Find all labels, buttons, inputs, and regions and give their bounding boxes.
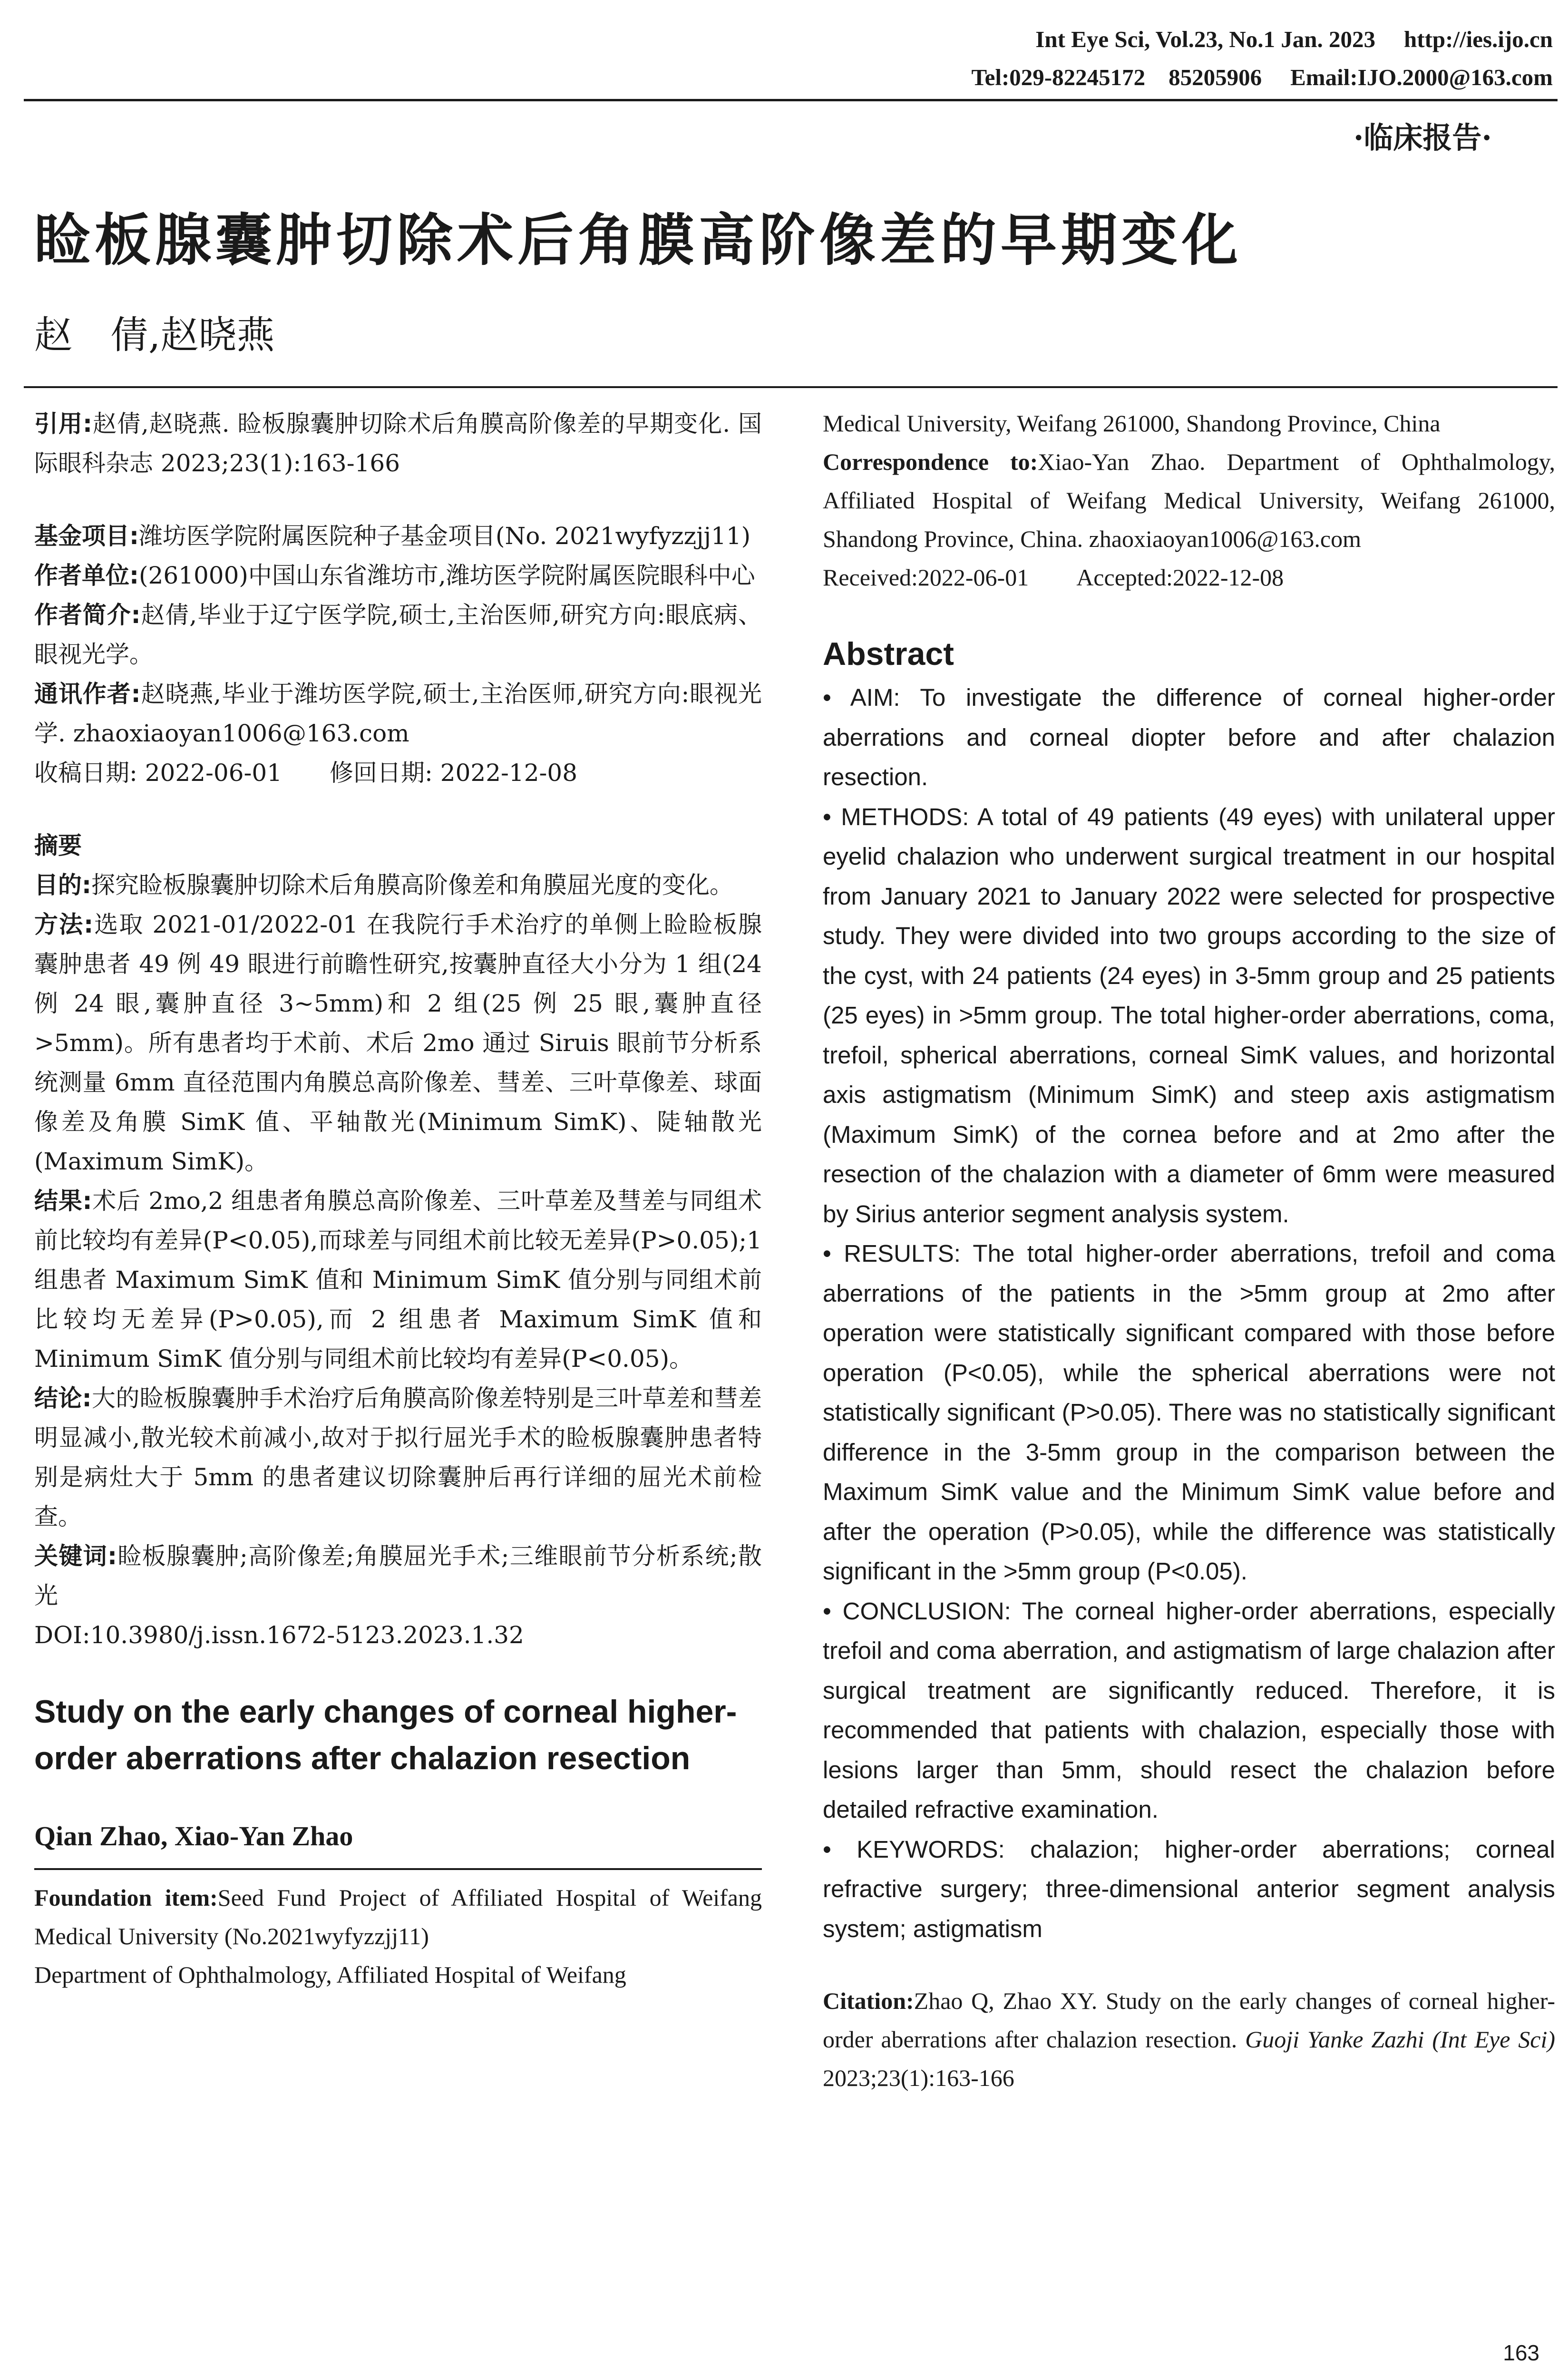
- abstract-results: • RESULTS: The total higher-order aberrations, trefoil and coma aberrations of the patients in the >5mm group at 2mo after operation were statistically significant compared with those before operation (P<0.05), while the spherical aberrations were not statistically significant (P>0.05). There was no statistically significant difference in the 3-5mm group in the comparison between the Maximum SimK value and the Minimum SimK value before and after the operation (P>0.05), while the difference was statistically significant in the >5mm group (P<0.05).: [823, 1240, 1555, 1585]
- citation-cn-label: 引用:: [34, 410, 92, 438]
- journal-email: Email:IJO.2000@163.com: [1290, 64, 1553, 90]
- title-rule: [24, 386, 1558, 388]
- section-tag: ·临床报告·: [1353, 120, 1492, 155]
- unit-cn-label: 作者单位:: [34, 562, 139, 589]
- fund-cn-label: 基金项目:: [34, 522, 139, 550]
- methods-cn-text: 选取 2021-01/2022-01 在我院行手术治疗的单侧上睑睑板腺囊肿患者 49 例 49 眼进行前瞻性研究,按囊肿直径大小分为 1 组(24 例 24 眼,囊肿直径 3~5mm)和 2 组(25 例 25 眼,囊肿直径>5mm)。所有患者均于术前、术后 2mo 通过 Siruis 眼前节分析系统测量 6mm 直径范围内角膜总高阶像差、彗差、三叶草像差、球面像差及角膜 SimK 值、平轴散光(Minimum SimK)、陡轴散光(Maximum SimK)。: [34, 911, 762, 1175]
- aim-cn-label: 目的:: [34, 871, 91, 899]
- doi: DOI:10.3980/j.issn.1672-5123.2023.1.32: [34, 1621, 524, 1649]
- methods-cn-label: 方法:: [34, 911, 94, 938]
- header-rule: [24, 99, 1558, 101]
- abstract-head-cn: 摘要: [34, 832, 82, 859]
- bio-cn-label: 作者简介:: [34, 601, 141, 629]
- results-cn-text: 术后 2mo,2 组患者角膜总高阶像差、三叶草差及彗差与同组术前比较均有差异(P<0.05),而球差与同组术前比较无差异(P>0.05);1 组患者 Maximum SimK 值和 Minimum SimK 值分别与同组术前比较均无差异(P>0.05),而 2 组患者 Maximum SimK 值和 Minimum SimK 值分别与同组术前比较均有差异(P<0.05)。: [34, 1187, 762, 1373]
- journal-citation: Int Eye Sci, Vol.23, No.1 Jan. 2023: [1035, 26, 1375, 52]
- abstract-heading: Abstract: [823, 636, 954, 672]
- authors-en: Qian Zhao, Xiao-Yan Zhao: [34, 1821, 353, 1851]
- results-cn-label: 结果:: [34, 1187, 92, 1215]
- correspondence-en-label: Correspondence to:: [823, 448, 1038, 475]
- article-title-en: Study on the early changes of corneal higher-order aberrations after chalazion resection: [34, 1694, 737, 1776]
- abstract-keywords: • KEYWORDS: chalazion; higher-order aberrations; corneal refractive surgery; three-dimensional anterior segment analysis system; astigmatism: [823, 1835, 1555, 1942]
- right-column: [823, 404, 1555, 2097]
- foundation-en-label: Foundation item:: [34, 1884, 218, 1911]
- citation-en-journal: Guoji Yanke Zazhi (Int Eye Sci): [1245, 2026, 1555, 2053]
- bio-cn: [34, 595, 762, 674]
- authors-cn: 赵 倩,赵晓燕: [34, 313, 275, 357]
- correspondence-en: [823, 443, 1555, 558]
- journal-url: http://ies.ijo.cn: [1403, 26, 1553, 52]
- keywords-cn: [34, 1537, 762, 1616]
- conclusion-cn-label: 结论:: [34, 1384, 92, 1412]
- journal-tel: Tel:029-82245172 85205906: [971, 64, 1262, 90]
- results-cn: [34, 1181, 762, 1379]
- page-number: 163: [1503, 2340, 1539, 2365]
- conclusion-cn: [34, 1379, 762, 1537]
- citation-en-tail: 2023;23(1):163-166: [823, 2065, 1014, 2091]
- keywords-cn-label: 关键词:: [34, 1542, 117, 1570]
- citation-en: [823, 1982, 1555, 2097]
- foundation-en: [34, 1879, 762, 1956]
- abstract-methods: • METHODS: A total of 49 patients (49 eyes) with unilateral upper eyelid chalazion who underwent surgical treatment in our hospital from January 2021 to January 2022 were selected for prospective study. They were divided into two groups according to the size of the cyst, with 24 patients (24 eyes) in 3-5mm group and 25 patients (25 eyes) in >5mm group. The total higher-order aberrations, coma, trefoil, spherical aberrations, corneal SimK values, and horizontal axis astigmatism (Minimum SimK) and steep axis astigmatism (Maximum SimK) of the cornea before and at 2mo after the resection of the chalazion with a diameter of 6mm were measured by Sirius anterior segment analysis system.: [823, 803, 1555, 1227]
- department-en-cont: Medical University, Weifang 261000, Shandong Province, China: [823, 410, 1441, 437]
- department-en: Department of Ophthalmology, Affiliated Hospital of Weifang: [34, 1961, 626, 1988]
- citation-en-text: Zhao Q, Zhao XY. Study on the early changes of corneal higher-order aberrations after chalazion resection.: [823, 1987, 1555, 2053]
- citation-en-label: Citation:: [823, 1987, 914, 2014]
- methods-cn: [34, 905, 762, 1181]
- bio-cn-text: 赵倩,毕业于辽宁医学院,硕士,主治医师,研究方向:眼底病、眼视光学。: [34, 601, 762, 668]
- corr-cn: [34, 674, 762, 753]
- fund-cn-text: 潍坊医学院附属医院种子基金项目(No. 2021wyfyzzjj11): [139, 522, 751, 550]
- foundation-en-text: Seed Fund Project of Affiliated Hospital of Weifang Medical University (No.2021wyfyzzjj11): [34, 1884, 762, 1949]
- journal-header: [1007, 23, 1553, 56]
- unit-cn-text: (261000)中国山东省潍坊市,潍坊医学院附属医院眼科中心: [139, 562, 755, 589]
- article-title-cn: 睑板腺囊肿切除术后角膜高阶像差的早期变化: [34, 207, 1243, 273]
- conclusion-cn-text: 大的睑板腺囊肿手术治疗后角膜高阶像差特别是三叶草差和彗差明显减小,散光较术前减小,故对于拟行屈光手术的睑板腺囊肿患者特别是病灶大于 5mm 的患者建议切除囊肿后再行详细的屈光术前检查。: [34, 1384, 762, 1530]
- journal-contact: [943, 61, 1553, 94]
- corr-cn-text: 赵晓燕,毕业于潍坊医学院,硕士,主治医师,研究方向:眼视光学. zhaoxiaoyan1006@163.com: [34, 680, 762, 747]
- dates-cn: 收稿日期: 2022-06-01 修回日期: 2022-12-08: [34, 759, 578, 787]
- correspondence-en-text: Xiao-Yan Zhao. Department of Ophthalmology, Affiliated Hospital of Weifang Medical University, Weifang 261000, Shandong Province, China. zhaoxiaoyan1006@163.com: [823, 448, 1555, 552]
- aim-cn-text: 探究睑板腺囊肿切除术后角膜高阶像差和角膜屈光度的变化。: [91, 871, 733, 899]
- keywords-cn-text: 睑板腺囊肿;高阶像差;角膜屈光手术;三维眼前节分析系统;散光: [34, 1542, 762, 1609]
- unit-cn: [34, 556, 762, 595]
- corr-cn-label: 通讯作者:: [34, 680, 141, 708]
- fund-cn: [34, 516, 762, 556]
- authors-rule: [34, 1868, 762, 1870]
- abstract-aim: • AIM: To investigate the difference of corneal higher-order aberrations and corneal diopter before and after chalazion resection.: [823, 684, 1555, 790]
- received-accepted: Received:2022-06-01 Accepted:2022-12-08: [823, 564, 1284, 591]
- left-column: [34, 404, 762, 1994]
- citation-cn: [34, 404, 762, 483]
- aim-cn: [34, 866, 762, 905]
- abstract-conclusion: • CONCLUSION: The corneal higher-order aberrations, especially trefoil and coma aberration, and astigmatism of large chalazion after surgical treatment are significantly reduced. Therefore, it is recommended that patients with chalazion, especially those with lesions larger than 5mm, should resect the chalazion before detailed refractive examination.: [823, 1597, 1555, 1823]
- citation-cn-text: 赵倩,赵晓燕. 睑板腺囊肿切除术后角膜高阶像差的早期变化. 国际眼科杂志 2023;23(1):163-166: [34, 410, 762, 477]
